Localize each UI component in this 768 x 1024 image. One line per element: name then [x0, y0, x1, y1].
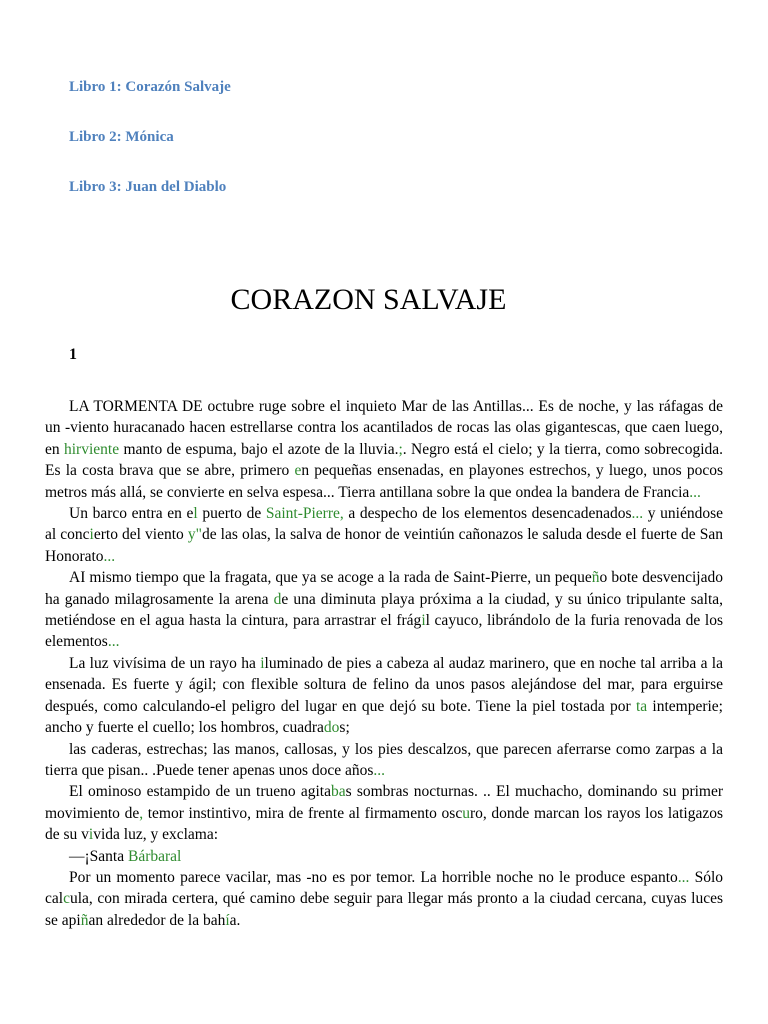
highlighted-text: ...	[103, 547, 116, 565]
text-run: y uniéndose al conc	[45, 505, 723, 544]
text-run: las caderas, estrechas; las manos, callosas, y los pies descalzos, que parecen aferrarse como zarpas a la tierra que pisan.. .Puede tener apenas unos doce años	[45, 740, 723, 779]
text-run: luminado de pies a cabeza al audaz marinero, que en noche tal arriba a la ensenada. Es fuerte y ágil; con flexible soltura de felino da unos pasos alejándose del mar, para erguirse después, como calculando-el peligro del lugar en que dejó su bote. Tiene la piel tostada por	[45, 654, 723, 715]
text-run: manto de espuma, bajo el azote de la lluvia.	[119, 440, 399, 458]
highlighted-text: ...	[689, 483, 701, 501]
toc-link-libro-3[interactable]: Libro 3: Juan del Diablo	[69, 179, 227, 195]
text-run: AI mismo tiempo que la fragata, que ya se acoge a la rada de Saint-Pierre, un peque	[69, 569, 592, 587]
highlighted-text: ...	[677, 868, 690, 886]
chapter-text	[45, 396, 723, 931]
paragraph	[45, 846, 723, 867]
text-run: intemperie; ancho y fuerte el cuello; los hombros, cuadra	[45, 697, 723, 737]
text-run: e una diminuta playa próxima a la ciudad, y su único tripulante salta, metiéndose en el agua hasta la cintura, para arrastrar el frág	[45, 590, 724, 630]
text-run: l cayuco, librándolo de la furia renovada de los elementos	[45, 612, 724, 651]
text-run: Por un momento parece vacilar, mas -no es por temor. La horrible noche no le produce espanto	[69, 868, 678, 886]
text-run: s;	[339, 719, 350, 737]
chapter-number: 1	[69, 346, 77, 363]
highlighted-text: i	[89, 526, 94, 544]
paragraph	[45, 867, 723, 931]
text-run: an alrededor de la bah	[88, 911, 226, 929]
text-run: —¡Santa	[69, 847, 128, 865]
highlighted-text: e	[294, 462, 302, 480]
text-run: n pequeñas ensenadas, en playones estrechos, y luego, unos pocos metros más allá, se convierte en selva espesa... Tierra antillana sobre la que ondea la bandera de Francia	[45, 462, 724, 501]
paragraph	[45, 567, 723, 653]
highlighted-text: ...	[107, 633, 120, 651]
table-of-contents	[69, 77, 231, 227]
paragraph	[45, 396, 723, 503]
toc-link-libro-2[interactable]: Libro 2: Mónica	[69, 129, 174, 145]
highlighted-text: ,	[139, 804, 144, 822]
text-run: ro, donde marcan los rayos los latigazos de su v	[45, 804, 723, 844]
highlighted-text: do	[323, 719, 340, 737]
text-run: . Negro está el cielo; y la tierra, como sobrecogida. Es la costa brava que se abre, primero	[45, 440, 723, 480]
text-run: Sólo cal	[45, 868, 723, 908]
paragraph	[45, 503, 723, 567]
highlighted-text: ...	[373, 761, 386, 779]
text-run: a despecho de los elementos desencadenados	[343, 505, 632, 523]
highlighted-text: y"	[187, 526, 202, 544]
highlighted-text: ...	[631, 505, 644, 523]
text-run: temor instintivo, mira de frente al firmamento osc	[143, 804, 463, 822]
highlighted-text: u	[462, 804, 470, 822]
highlighted-text: i	[260, 654, 265, 672]
highlighted-text: hirviente	[64, 440, 120, 458]
highlighted-text: i	[421, 612, 426, 630]
paragraph	[45, 739, 723, 782]
highlighted-text: í	[225, 911, 230, 929]
text-run: vida luz, y exclama:	[93, 826, 219, 844]
highlighted-text: ñ	[591, 569, 600, 587]
paragraph	[45, 653, 723, 739]
highlighted-text: ba	[330, 783, 346, 801]
text-run: Un barco entra en e	[69, 505, 194, 523]
text-run: a.	[229, 911, 241, 929]
highlighted-text: i	[88, 826, 94, 844]
text-run: La luz vivísima de un rayo ha	[69, 654, 261, 672]
highlighted-text: Bárbaral	[127, 847, 182, 865]
text-run: s sombras nocturnas. .. El muchacho, dominando su primer movimiento de	[45, 783, 724, 822]
text-run: ula, con mirada certera, qué camino debe seguir para llegar más pronto a la ciudad cercana, cuyas luces se api	[45, 890, 723, 929]
highlighted-text: ta	[635, 697, 648, 715]
text-run: erto del viento	[93, 526, 188, 544]
highlighted-text: ;	[398, 440, 403, 458]
text-run: El ominoso estampido de un trueno agita	[69, 783, 331, 801]
paragraph	[45, 781, 723, 845]
highlighted-text: Saint-Pierre,	[265, 505, 344, 523]
text-run: de las olas, la salva de honor de veintiún cañonazos le saluda desde el fuerte de San Honorato	[45, 526, 723, 565]
text-run: puerto de	[197, 505, 266, 523]
highlighted-text: ñ	[80, 911, 89, 929]
toc-link-libro-1[interactable]: Libro 1: Corazón Salvaje	[69, 79, 231, 95]
text-run: LA TORMENTA DE octubre ruge sobre el inquieto Mar de las Antillas... Es de noche, y las ráfagas de un -viento huracanado hacen estrellarse contra los acantilados de rocas las olas gigantescas, que caen luego, en	[45, 398, 723, 458]
highlighted-text: l	[193, 505, 198, 523]
text-run: o bote desvencijado ha ganado milagrosamente la arena	[45, 569, 723, 608]
highlighted-text: c	[63, 890, 70, 908]
highlighted-text: d	[273, 590, 282, 608]
book-title: CORAZON SALVAJE	[230, 283, 507, 316]
